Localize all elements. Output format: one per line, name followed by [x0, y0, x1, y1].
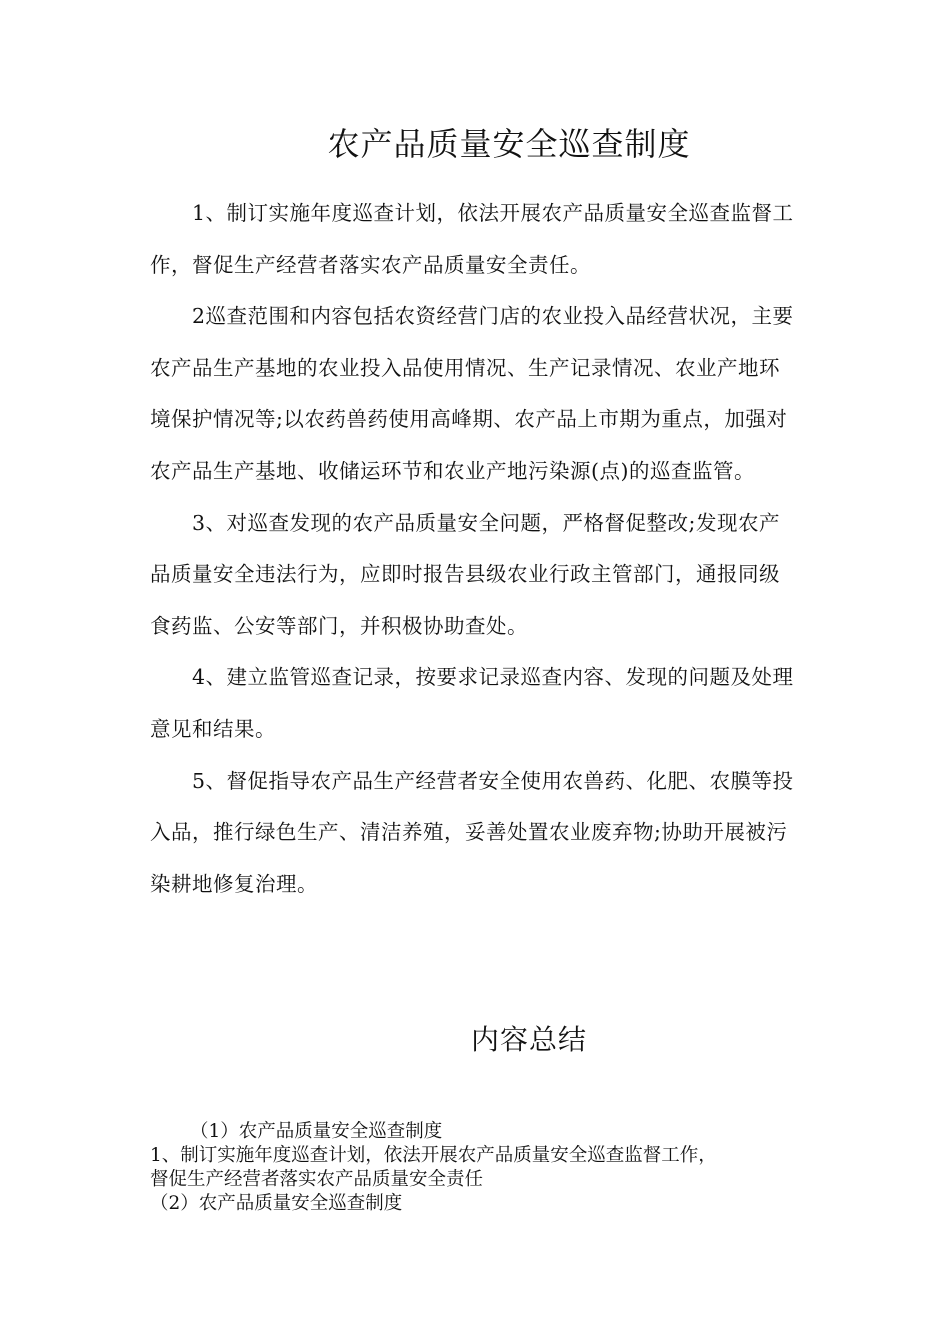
paragraph-3: 3、对巡查发现的农产品质量安全问题，严格督促整改;发现农产品质量安全违法行为，应即时报告县级农业行政主管部门，通报同级食药监、公安等部门，并积极协助查处。	[150, 510, 780, 638]
summary-line-2: 1、制订实施年度巡查计划，依法开展农产品质量安全巡查监督工作，	[150, 1145, 717, 1166]
summary-line-3: 督促生产经营者落实农产品质量安全责任	[150, 1169, 484, 1190]
paragraph-2: 2巡查范围和内容包括农资经营门店的农业投入品经营状况，主要农产品生产基地的农业投入品使用情况、生产记录情况、农业产地环境保护情况等;以农药兽药使用高峰期、农产品上市期为重点，加强对农产品生产基地、收储运环节和农业产地污染源(点)的巡查监管。	[150, 304, 794, 483]
document-title: 农产品质量安全巡查制度	[327, 125, 691, 163]
paragraph-1: 1、制订实施年度巡查计划，依法开展农产品质量安全巡查监督工作，督促生产经营者落实农产品质量安全责任。	[150, 201, 794, 277]
paragraph-4: 4、建立监管巡查记录，按要求记录巡查内容、发现的问题及处理意见和结果。	[150, 665, 794, 741]
paragraph-5: 5、督促指导农产品生产经营者安全使用农兽药、化肥、农膜等投入品，推行绿色生产、清洁养殖，妥善处置农业废弃物;协助开展被污染耕地修复治理。	[150, 768, 794, 896]
summary-line-1: （1）农产品质量安全巡查制度	[190, 1121, 443, 1142]
summary-title: 内容总结	[470, 1023, 587, 1056]
summary-line-4: （2）农产品质量安全巡查制度	[150, 1193, 403, 1214]
summary-block	[150, 1120, 800, 1216]
document-body	[150, 188, 800, 910]
